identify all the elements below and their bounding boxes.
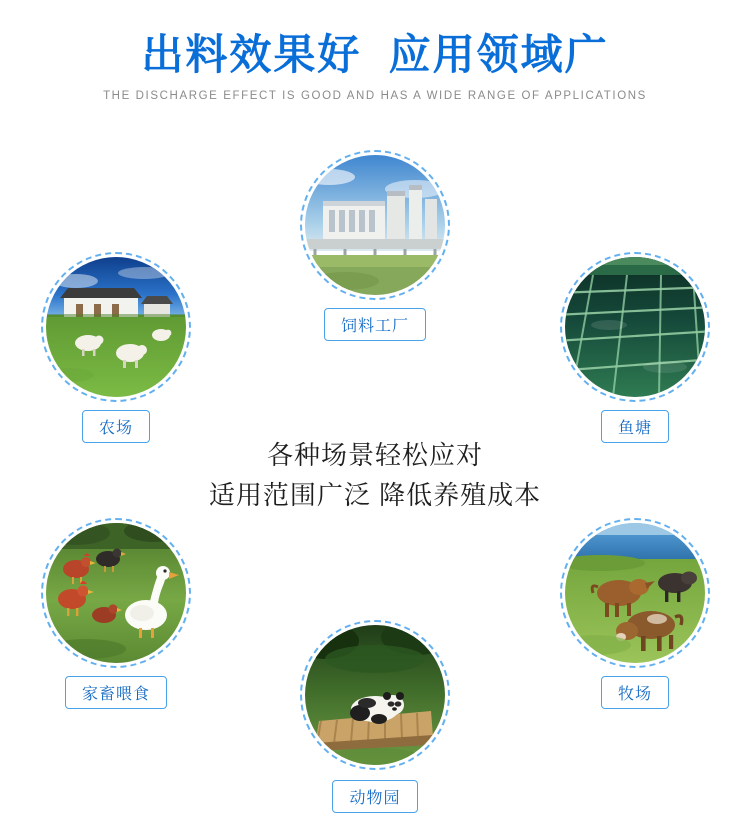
- scene-label-poultry: 家畜喂食: [65, 676, 167, 709]
- circle-frame-feedmill: [300, 150, 450, 300]
- scene-label-pasture: 牧场: [601, 676, 669, 709]
- circle-frame-pasture: [560, 518, 710, 668]
- dashed-ring-pasture: [560, 518, 710, 668]
- scene-node-poultry[interactable]: [36, 518, 196, 709]
- dashed-ring-poultry: [41, 518, 191, 668]
- scene-label-zoo: 动物园: [332, 780, 417, 813]
- dashed-ring-farm: [41, 252, 191, 402]
- scene-node-pasture[interactable]: [555, 518, 715, 709]
- scene-label-feedmill: 饲料工厂: [324, 308, 426, 341]
- center-caption-line-1: 各种场景轻松应对: [266, 440, 483, 470]
- scene-node-farm[interactable]: [36, 252, 196, 443]
- scene-node-fishpond[interactable]: [555, 252, 715, 443]
- page-header: [0, 0, 750, 102]
- scene-label-farm: 农场: [82, 410, 150, 443]
- circle-frame-fishpond: [560, 252, 710, 402]
- circle-frame-farm: [41, 252, 191, 402]
- dashed-ring-feedmill: [300, 150, 450, 300]
- scene-node-feedmill[interactable]: [295, 150, 455, 341]
- circle-frame-zoo: [300, 620, 450, 770]
- center-caption: [0, 435, 750, 516]
- circle-frame-poultry: [41, 518, 191, 668]
- dashed-ring-zoo: [300, 620, 450, 770]
- page-title: 出料效果好 应用领域广: [141, 31, 609, 78]
- scene-label-fishpond: 鱼塘: [601, 410, 669, 443]
- dashed-ring-fishpond: [560, 252, 710, 402]
- center-caption-line-2: 适用范围广泛 降低养殖成本: [208, 480, 542, 511]
- scene-node-zoo[interactable]: [295, 620, 455, 813]
- page-subtitle: THE DISCHARGE EFFECT IS GOOD AND HAS A WIDE RANGE OF APPLICATIONS: [103, 90, 647, 103]
